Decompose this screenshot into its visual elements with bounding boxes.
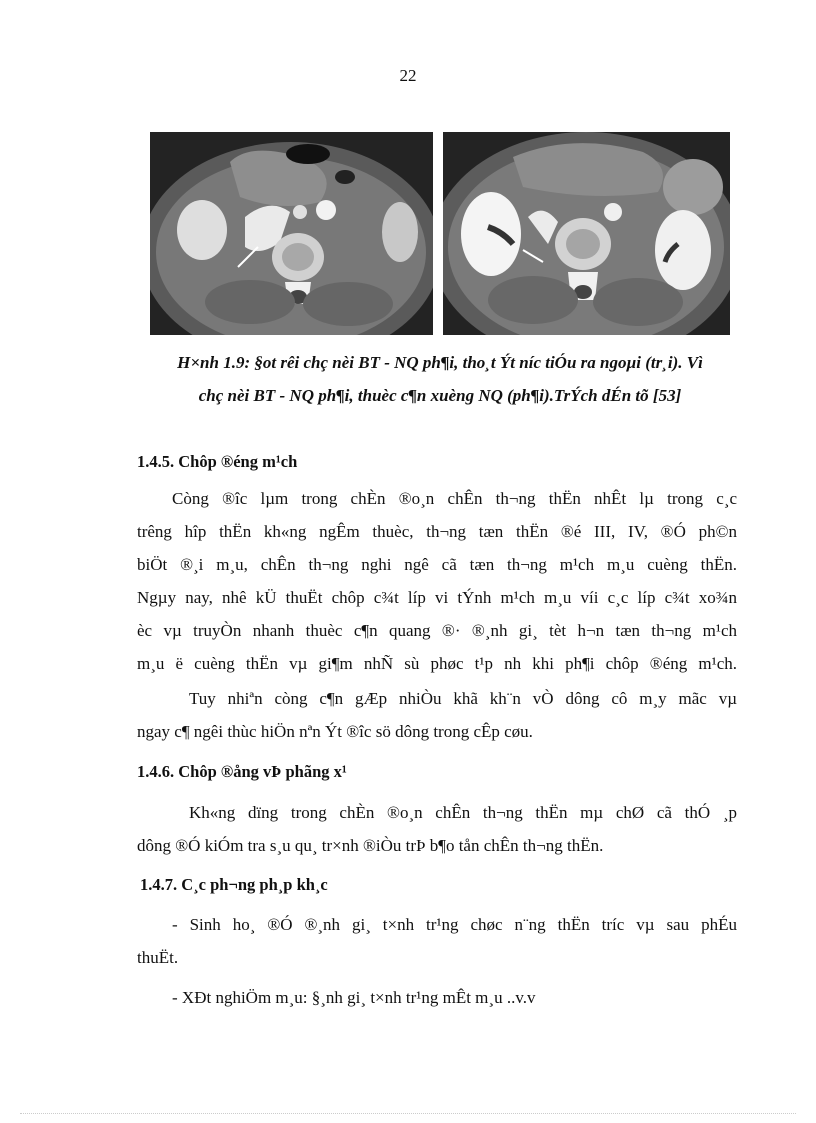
page-number: 22 <box>399 66 417 85</box>
paragraph-1-4-5 <box>137 482 737 680</box>
section-heading-1-4-6: 1.4.6. Chôp ®ång vÞ phãng x¹ <box>137 762 347 781</box>
paragraph-line: Kh«ng dïng trong chÈn ®o¸n chÊn th¬ng thËn mµ chØ cã thÓ ¸p <box>189 803 737 822</box>
paragraph-line: m¸u ë cuèng thËn vµ gi¶m nhÑ sù phøc t¹p nh khi ph¶i chôp ®éng m¹ch. <box>137 654 737 673</box>
paragraph-line: dông ®Ó kiÓm tra s¸u qu¸ tr×nh ®iÒu trÞ b¶o tån chÊn th¬ng thËn. <box>137 836 604 855</box>
ct-scan-image-left <box>150 132 433 335</box>
figure-images <box>150 132 730 335</box>
paragraph-line: Còng ®îc lµm trong chÈn ®o¸n chÊn th¬ng thËn nhÊt lµ trong c¸c <box>172 489 737 508</box>
paragraph-1-4-5-b <box>137 682 737 748</box>
figure-caption-line-1: H×nh 1.9: §ot rêi chç nèi BT - NQ ph¶i, tho¸t Ýt níc tiÓu ra ngoµi (tr¸i). Vì <box>177 353 703 372</box>
page-bottom-rule <box>20 1113 796 1114</box>
paragraph-line: trêng hîp thËn kh«ng ngÊm thuèc, th¬ng tæn thËn ®é III, IV, ®Ó ph©n <box>137 522 737 541</box>
paragraph-line: biÖt ®¸i m¸u, chÊn th¬ng nghi ngê cã tæn th¬ng m¹ch m¸u cuèng thËn. <box>137 555 737 574</box>
list-item-line: - Sinh ho¸ ®Ó ®¸nh gi¸ t×nh tr¹ng chøc n¨ng thËn tríc vµ sau phÉu <box>172 915 737 934</box>
paragraph-line: ngay c¶ ngêi thùc hiÖn nªn Ýt ®îc sö dông trong cÊp cøu. <box>137 722 533 741</box>
section-heading-1-4-5: 1.4.5. Chôp ®éng m¹ch <box>137 452 298 471</box>
ct-scan-image-right <box>443 132 730 335</box>
figure-caption-line-2: chç nèi BT - NQ ph¶i, thuèc c¶n xuèng NQ (ph¶i).TrÝch dÉn tõ [53] <box>198 386 682 405</box>
paragraph-line: Tuy nhiªn còng c¶n gÆp nhiÒu khã kh¨n vÒ dông cô m¸y mãc vµ <box>189 689 737 708</box>
paragraph-1-4-6 <box>137 796 737 862</box>
paragraph-1-4-7-item-1 <box>137 908 737 974</box>
paragraph-line: èc vµ truyÒn nhanh thuèc c¶n quang ®· ®¸nh gi¸ tèt h¬n tæn th¬ng m¹ch <box>137 621 737 640</box>
section-heading-1-4-7: 1.4.7. C¸c ph¬ng ph¸p kh¸c <box>140 875 328 894</box>
list-item-line: thuËt. <box>137 948 179 967</box>
paragraph-line: Ngµy nay, nhê kÜ thuËt chôp c¾t líp vi tÝnh m¹ch m¸u víi c¸c líp c¾t xo¾n <box>137 588 737 607</box>
paragraph-1-4-7-item-2 <box>137 981 737 1014</box>
list-item-line: - XÐt nghiÖm m¸u: §¸nh gi¸ t×nh tr¹ng mÊt m¸u ..v.v <box>172 988 536 1007</box>
